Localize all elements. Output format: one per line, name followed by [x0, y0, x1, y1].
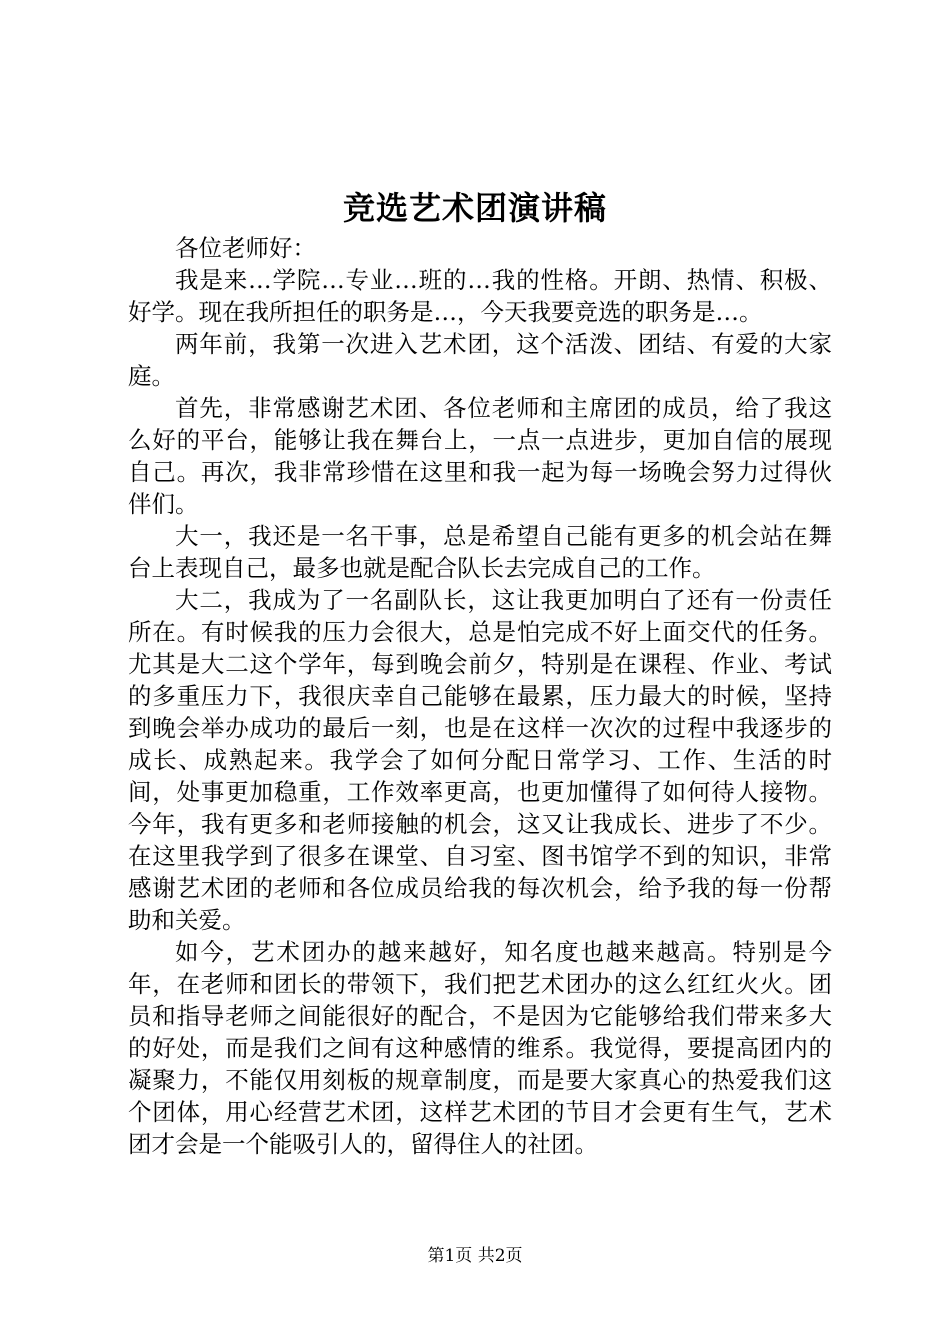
- paragraph-6: 如今，艺术团办的越来越好，知名度也越来越高。特别是今年，在老师和团长的带领下，我们把艺术团办的这么红红火火。团员和指导老师之间能很好的配合，不是因为它能够给我们带来多大的好处，而是我们之间有这种感情的维系。我觉得，要提高团内的凝聚力，不能仅用刻板的规章制度，而是要大家真心的热爱我们这个团体，用心经营艺术团，这样艺术团的节目才会更有生气，艺术团才会是一个能吸引人的，留得住人的社团。: [128, 938, 832, 1158]
- page-footer: 第1页 共2页: [427, 1246, 523, 1266]
- paragraph-5: 大二，我成为了一名副队长，这让我更加明白了还有一份责任所在。有时候我的压力会很大，总是怕完成不好上面交代的任务。尤其是大二这个学年，每到晚会前夕，特别是在课程、作业、考试的多重压力下，我很庆幸自己能够在最累，压力最大的时候，坚持到晚会举办成功的最后一刻，也是在这样一次次的过程中我逐步的成长、成熟起来。我学会了如何分配日常学习、工作、生活的时间，处事更加稳重，工作效率更高，也更加懂得了如何待人接物。今年，我有更多和老师接触的机会，这又让我成长、进步了不少。在这里我学到了很多在课堂、自习室、图书馆学不到的知识，非常感谢艺术团的老师和各位成员给我的每次机会，给予我的每一份帮助和关爱。: [128, 586, 832, 934]
- document-body: [128, 232, 832, 1160]
- greeting: 各位老师好：: [175, 234, 316, 262]
- page-title: 竞选艺术团演讲稿: [342, 189, 607, 227]
- paragraph-4: 大一，我还是一名干事，总是希望自己能有更多的机会站在舞台上表现自己，最多也就是配合队长去完成自己的工作。: [128, 522, 832, 582]
- paragraph-1: 我是来…学院…专业…班的…我的性格。开朗、热情、积极、好学。现在我所担任的职务是…，今天我要竞选的职务是…。: [128, 266, 832, 326]
- paragraph-2: 两年前，我第一次进入艺术团，这个活泼、团结、有爱的大家庭。: [128, 330, 832, 390]
- paragraph-3: 首先，非常感谢艺术团、各位老师和主席团的成员，给了我这么好的平台，能够让我在舞台上，一点一点进步，更加自信的展现自己。再次，我非常珍惜在这里和我一起为每一场晚会努力过得伙伴们。: [128, 394, 832, 518]
